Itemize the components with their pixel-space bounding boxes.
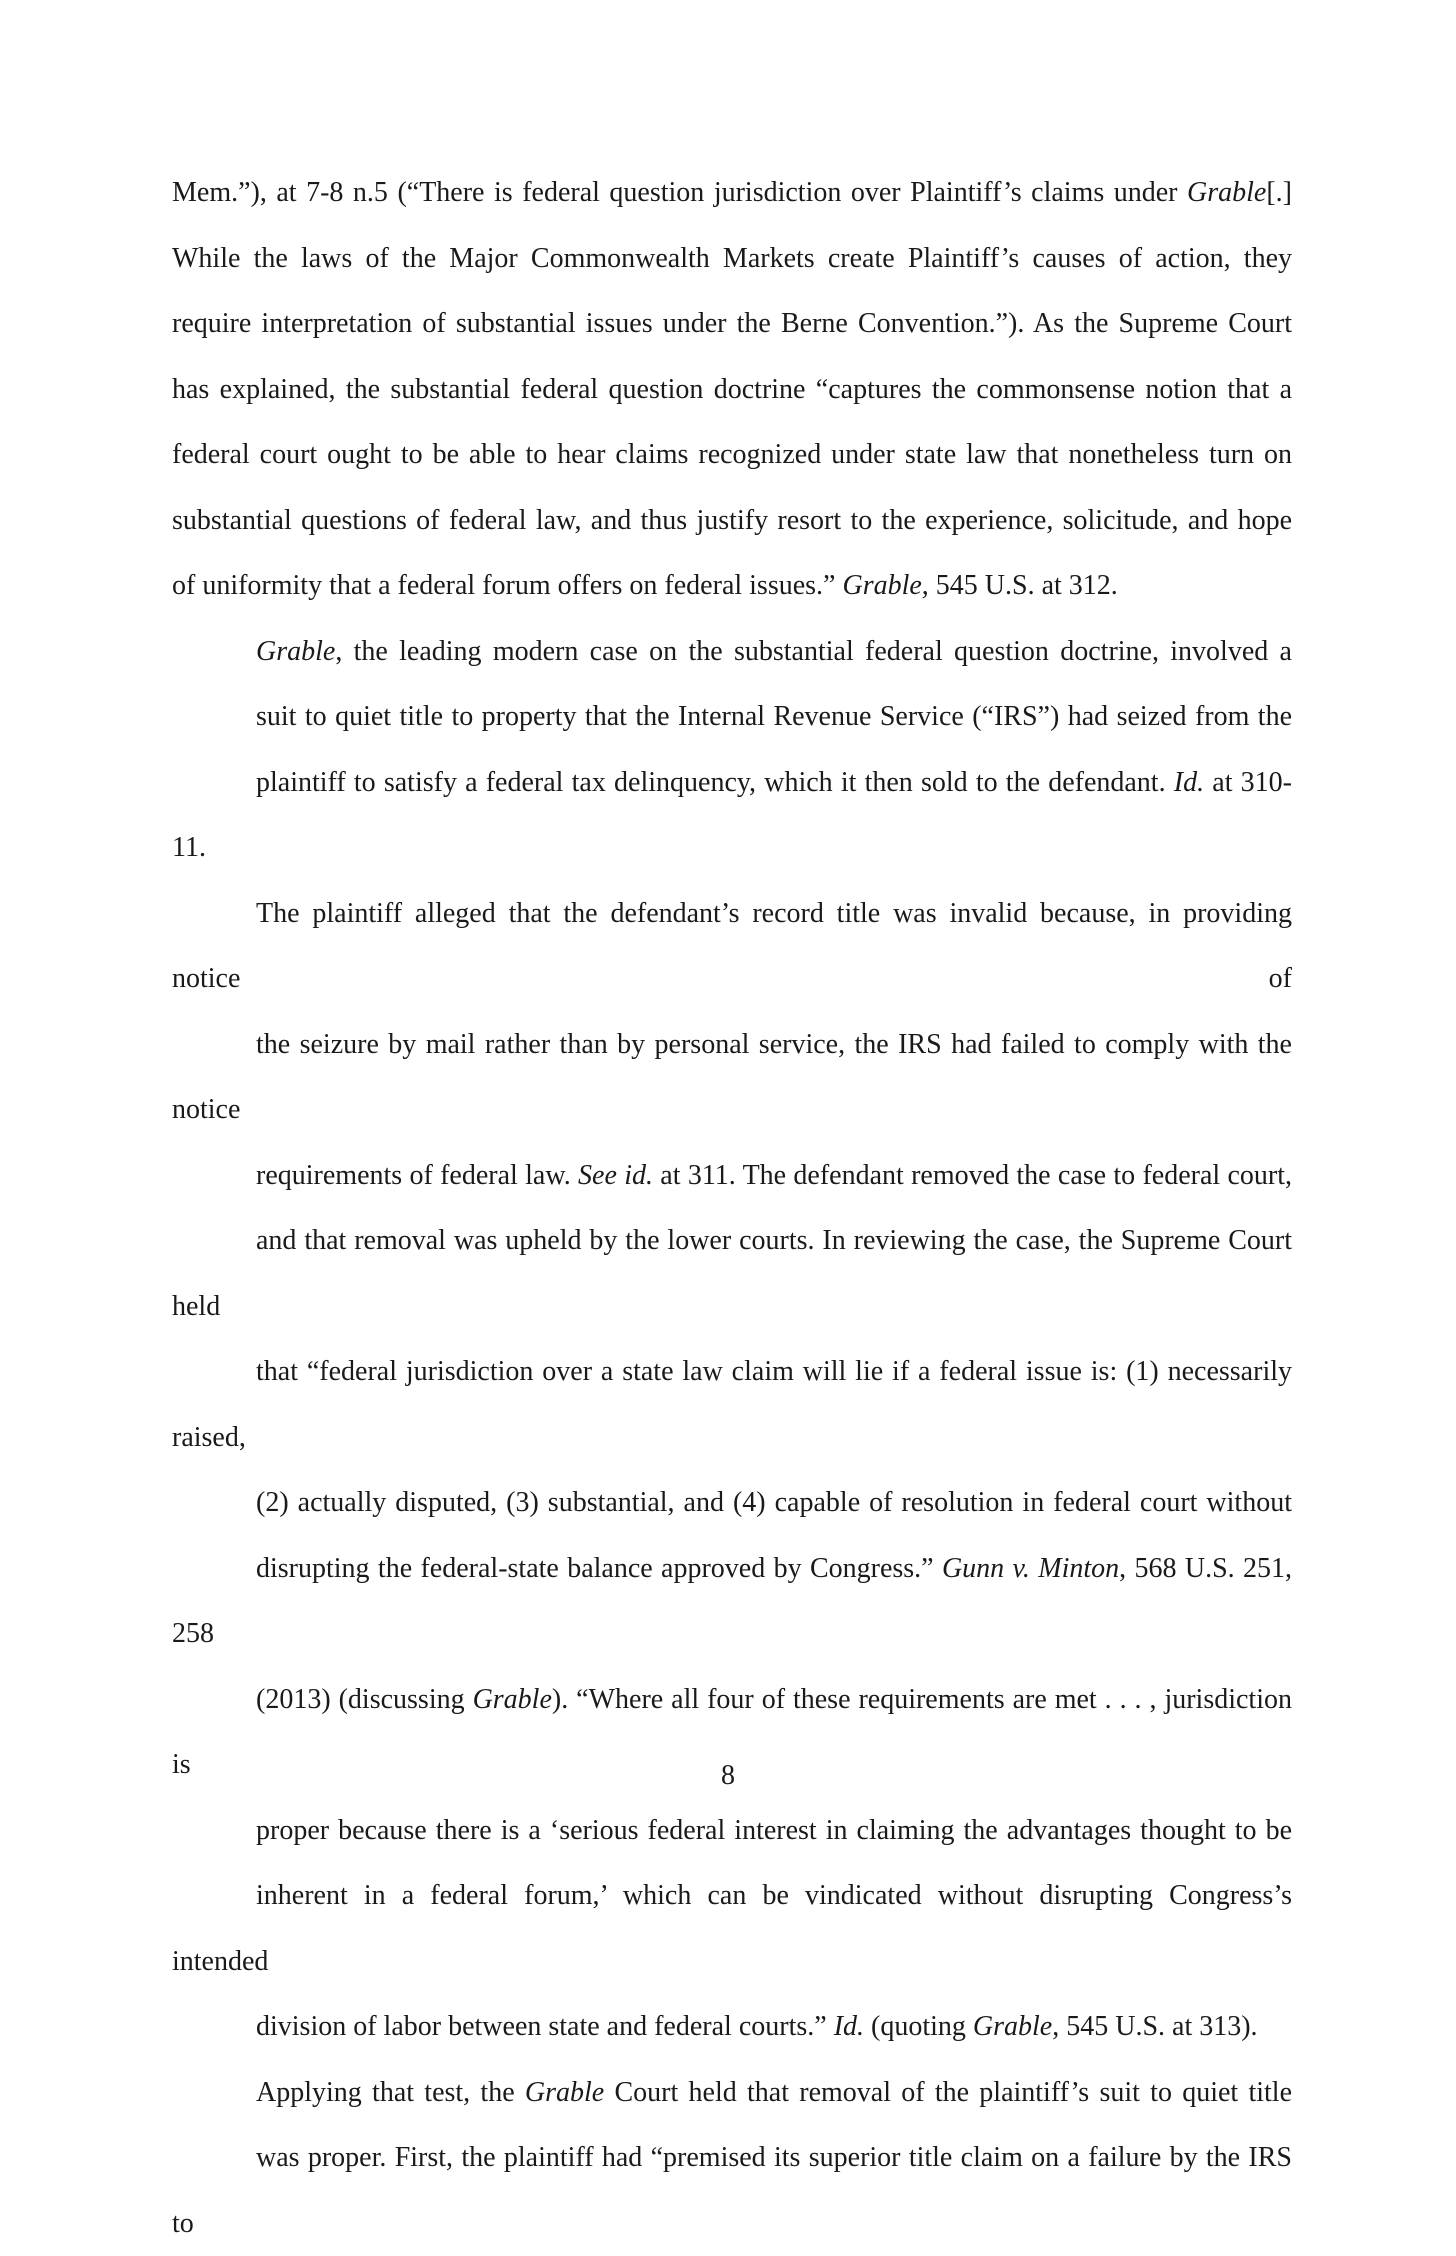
text-run: at 310-11. xyxy=(172,767,1292,864)
text-run: , the leading modern case on the substantial federal question doctrine, involved a xyxy=(335,636,1292,667)
text-run: and that removal was upheld by the lower courts. In reviewing the case, the Supreme Court held xyxy=(172,1225,1292,1322)
text-run: of uniformity that a federal forum offers on federal issues.” xyxy=(172,570,842,601)
text-line xyxy=(172,1143,1292,1209)
text-line xyxy=(172,160,1292,226)
citation-italic: Id. xyxy=(1174,767,1204,798)
text-run: (quoting xyxy=(864,2011,973,2042)
text-line xyxy=(172,750,1292,881)
text-line xyxy=(172,291,1292,357)
text-run: inherent in a federal forum,’ which can be vindicated without disrupting Congress’s intended xyxy=(172,1880,1292,1977)
paragraph-1 xyxy=(172,160,1292,619)
citation-italic: Gunn v. Minton xyxy=(942,1553,1119,1584)
text-run: substantial questions of federal law, and thus justify resort to the experience, solicitude, and hope xyxy=(172,505,1292,536)
citation-italic: Grable xyxy=(1187,177,1266,208)
text-line xyxy=(172,1536,1292,1667)
text-run: [.] xyxy=(1266,177,1292,208)
citation-italic: Grable xyxy=(473,1684,552,1715)
citation-italic: See id. xyxy=(578,1160,653,1191)
text-line xyxy=(172,226,1292,292)
text-line xyxy=(172,357,1292,423)
body-text xyxy=(172,160,1292,2256)
text-line xyxy=(172,1863,1292,1994)
text-run: While the laws of the Major Commonwealth Markets create Plaintiff’s causes of action, they xyxy=(172,243,1292,274)
text-line xyxy=(172,422,1292,488)
text-run: has explained, the substantial federal question doctrine “captures the commonsense notion that a xyxy=(172,374,1292,405)
text-run: proper because there is a ‘serious federal interest in claiming the advantages thought to be xyxy=(256,1815,1292,1846)
paragraph-2 xyxy=(172,619,1292,2060)
text-line xyxy=(172,1798,1292,1864)
text-line xyxy=(172,1339,1292,1470)
text-run: the seizure by mail rather than by personal service, the IRS had failed to comply with the notice xyxy=(172,1029,1292,1126)
text-run: was proper. First, the plaintiff had “premised its superior title claim on a failure by the IRS to xyxy=(172,2142,1292,2239)
citation-italic: Grable xyxy=(842,570,921,601)
paragraph-3 xyxy=(172,2060,1292,2256)
citation-italic: Id. xyxy=(834,2011,864,2042)
text-run: Applying that test, the xyxy=(256,2077,525,2108)
text-line xyxy=(172,1994,1292,2060)
text-line xyxy=(172,1012,1292,1143)
text-run: (2) actually disputed, (3) substantial, and (4) capable of resolution in federal court without xyxy=(256,1487,1292,1518)
text-run: requirements of federal law. xyxy=(256,1160,578,1191)
text-line xyxy=(172,2060,1292,2126)
text-run: Mem.”), at 7-8 n.5 (“There is federal question jurisdiction over Plaintiff’s claims under xyxy=(172,177,1187,208)
page-number: 8 xyxy=(0,1760,1456,1792)
text-run: suit to quiet title to property that the Internal Revenue Service (“IRS”) had seized from the xyxy=(256,701,1292,732)
text-run: at 311. The defendant removed the case to federal court, xyxy=(653,1160,1292,1191)
text-run: disrupting the federal-state balance approved by Congress.” xyxy=(256,1553,942,1584)
text-run: ). “Where all four of these requirements are met . . . , jurisdiction is xyxy=(172,1684,1292,1781)
text-line xyxy=(172,1208,1292,1339)
text-run: division of labor between state and federal courts.” xyxy=(256,2011,834,2042)
text-line xyxy=(172,881,1292,1012)
citation-italic: Grable xyxy=(256,636,335,667)
citation-italic: Grable xyxy=(525,2077,604,2108)
text-run: , 545 U.S. at 313). xyxy=(1052,2011,1257,2042)
text-run: , 568 U.S. 251, 258 xyxy=(172,1553,1292,1650)
text-run: federal court ought to be able to hear claims recognized under state law that nonetheless turn on xyxy=(172,439,1292,470)
text-line xyxy=(172,1470,1292,1536)
text-line xyxy=(172,619,1292,685)
text-line xyxy=(172,2125,1292,2256)
text-line xyxy=(172,488,1292,554)
text-run: The plaintiff alleged that the defendant’s record title was invalid because, in providing notice of xyxy=(172,898,1292,995)
text-run: plaintiff to satisfy a federal tax delinquency, which it then sold to the defendant. xyxy=(256,767,1174,798)
text-run: (2013) (discussing xyxy=(256,1684,473,1715)
text-line xyxy=(172,553,1292,619)
text-run: Court held that removal of the plaintiff’s suit to quiet title xyxy=(604,2077,1292,2108)
text-run: that “federal jurisdiction over a state law claim will lie if a federal issue is: (1) necessarily raised, xyxy=(172,1356,1292,1453)
text-run: , 545 U.S. at 312. xyxy=(922,570,1118,601)
citation-italic: Grable xyxy=(973,2011,1052,2042)
text-line xyxy=(172,684,1292,750)
text-run: require interpretation of substantial issues under the Berne Convention.”). As the Supreme Court xyxy=(172,308,1292,339)
